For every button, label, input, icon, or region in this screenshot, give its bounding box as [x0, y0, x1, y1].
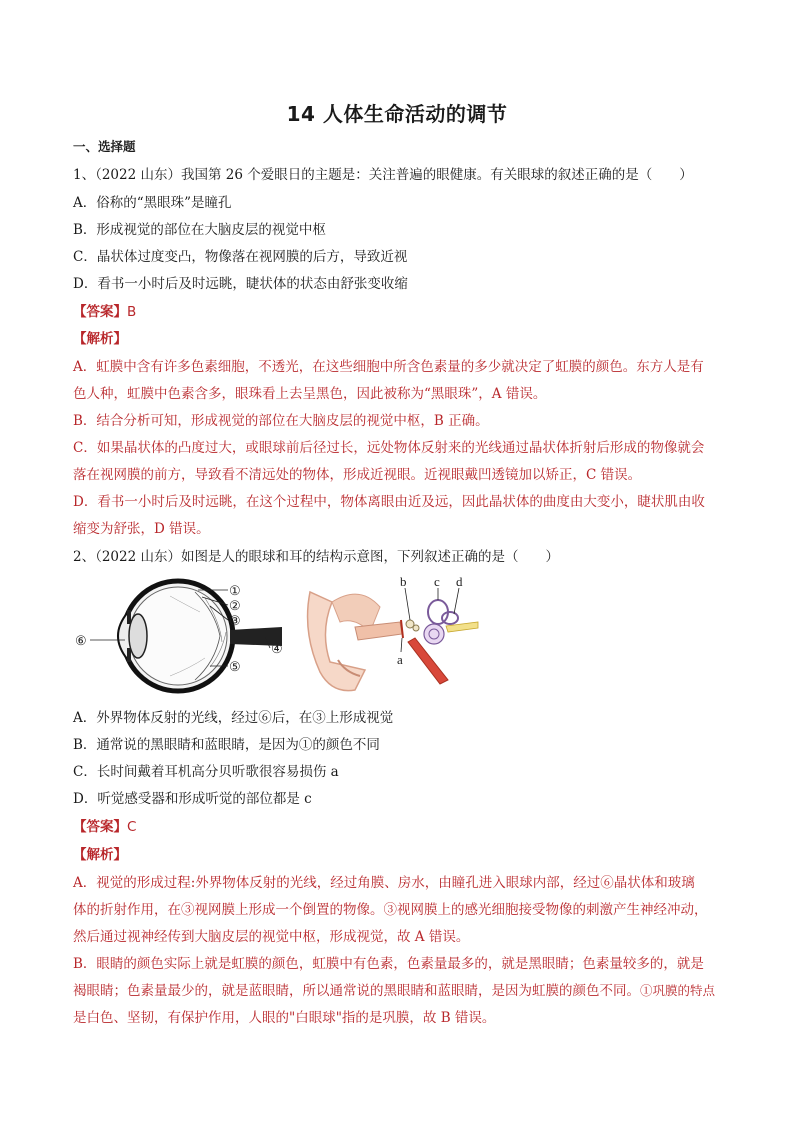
q2-stem: 2、（2022 山东）如图是人的眼球和耳的结构示意图，下列叙述正确的是（ ）	[73, 549, 559, 565]
q1-analysis-line: 落在视网膜的前方，导致看不清远处的物体，形成近视眼。近视眼戴凹透镜加以矫正，C 错误。	[73, 467, 642, 483]
q2-analysis-line: A．视觉的形成过程:外界物体反射的光线，经过角膜、房水，由瞳孔进入眼球内部，经过⑥晶状体和玻璃	[73, 875, 695, 891]
eye-label-4: ④	[271, 641, 283, 656]
q2-analysis-line: 然后通过视神经传到大脑皮层的视觉中枢，形成视觉，故 A 错误。	[73, 929, 470, 945]
q1-analysis-line: C．如果晶状体的凸度过大，或眼球前后径过长，远处物体反射来的光线通过晶状体折射后形成的物像就会	[73, 440, 705, 456]
analysis-text-tail: ①巩膜的特点	[640, 983, 716, 998]
q1-analysis-line: A．虹膜中含有许多色素细胞，不透光，在这些细胞中所含色素量的多少就决定了虹膜的颜色。东方人是有	[73, 359, 704, 375]
eye-label-3: ③	[229, 613, 241, 628]
q1-option-c: C．晶状体过度变凸，物像落在视网膜的后方，导致近视	[73, 249, 408, 265]
ear-label-c: c	[434, 574, 440, 589]
eye-label-5: ⑤	[229, 659, 241, 674]
answer-label: 【答案】	[73, 304, 127, 320]
q2-answer	[73, 815, 136, 835]
q1-stem: 1、（2022 山东）我国第 26 个爱眼日的主题是：关注普遍的眼健康。有关眼球的叙述正确的是（ ）	[73, 167, 693, 183]
q2-analysis-line: 是白色、坚韧，有保护作用，人眼的"白眼球"指的是巩膜，故 B 错误。	[73, 1010, 496, 1026]
q2-option-b: B．通常说的黑眼睛和蓝眼睛，是因为①的颜色不同	[73, 737, 380, 753]
eye-diagram	[75, 581, 283, 691]
section-heading: 一、选择题	[73, 139, 136, 154]
eye-label-1: ①	[229, 583, 241, 598]
analysis-label: 【解析】	[73, 847, 127, 863]
answer-value: C	[127, 819, 137, 835]
q2-analysis-line: B．眼睛的颜色实际上就是虹膜的颜色，虹膜中有色素，色素量最多的，就是黑眼睛；色素量较多的，就是	[73, 956, 704, 972]
q2-option-d: D．听觉感受器和形成听觉的部位都是 c	[73, 791, 312, 807]
q1-analysis-line: D．看书一小时后及时远眺，在这个过程中，物体离眼由近及远，因此晶状体的曲度由大变小，睫状肌由收	[73, 494, 705, 510]
eye-label-6: ⑥	[75, 633, 87, 648]
q2-analysis-label	[73, 843, 127, 863]
q2-option-a: A．外界物体反射的光线，经过⑥后，在③上形成视觉	[73, 710, 394, 726]
q1-analysis-line: B．结合分析可知，形成视觉的部位在大脑皮层的视觉中枢，B 正确。	[73, 413, 489, 429]
q1-option-a: A．俗称的“黑眼珠”是瞳孔	[73, 195, 232, 211]
page-title: 14 人体生命活动的调节	[286, 102, 508, 126]
q1-analysis-line: 色人种，虹膜中色素含多，眼珠看上去呈黑色，因此被称为“黑眼珠”，A 错误。	[73, 386, 547, 402]
ear-label-a: a	[397, 652, 403, 667]
q1-answer	[73, 300, 136, 320]
eye-ear-diagram	[70, 572, 490, 697]
analysis-text: 褐眼睛；色素量最少的，就是蓝眼睛，所以通常说的黑眼睛和蓝眼睛，是因为虹膜的颜色不同。	[73, 983, 640, 999]
q1-option-d: D．看书一小时后及时远眺，睫状体的状态由舒张变收缩	[73, 276, 408, 292]
analysis-label: 【解析】	[73, 331, 127, 347]
q1-option-b: B．形成视觉的部位在大脑皮层的视觉中枢	[73, 222, 326, 238]
ear-diagram	[302, 574, 480, 694]
q2-analysis-line	[73, 979, 715, 999]
ear-label-d: d	[456, 574, 463, 589]
answer-label: 【答案】	[73, 819, 127, 835]
eye-label-2: ②	[229, 598, 241, 613]
q2-option-c: C．长时间戴着耳机高分贝听歌很容易损伤 a	[73, 764, 339, 780]
ear-label-b: b	[400, 574, 407, 589]
q1-analysis-line: 缩变为舒张，D 错误。	[73, 521, 210, 537]
q2-analysis-line: 体的折射作用，在③视网膜上形成一个倒置的物像。③视网膜上的感光细胞接受物像的刺激产生神经冲动，	[73, 902, 708, 918]
q1-analysis-label	[73, 327, 127, 347]
answer-value: B	[127, 304, 137, 320]
